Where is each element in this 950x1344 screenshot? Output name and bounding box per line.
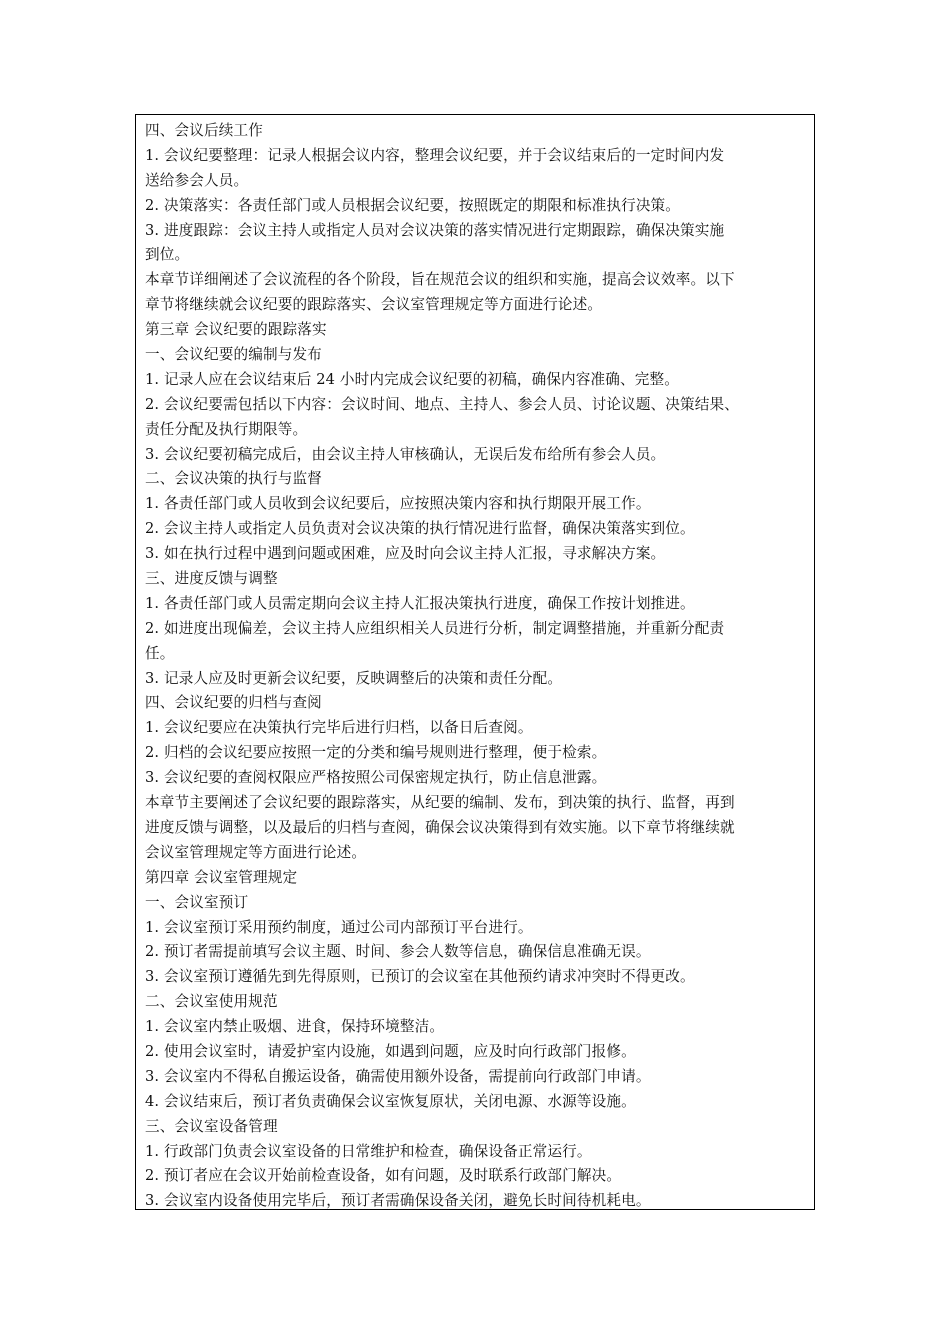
text-line: 会议室管理规定等方面进行论述。: [145, 843, 367, 861]
text-line: 1. 会议室预订采用预约制度，通过公司内部预订平台进行。: [145, 918, 533, 936]
section-heading: 二、会议室使用规范: [145, 993, 278, 1011]
text-line: 2. 预订者需提前填写会议主题、时间、参会人数等信息，确保信息准确无误。: [145, 943, 651, 961]
text-line: 3. 进度跟踪：会议主持人或指定人员对会议决策的落实情况进行定期跟踪，确保决策实施: [145, 221, 725, 239]
section-heading: 四、会议纪要的归档与查阅: [145, 694, 322, 712]
text-line: 1. 会议室内禁止吸烟、进食，保持环境整洁。: [145, 1018, 445, 1036]
text-line: 4. 会议结束后，预订者负责确保会议室恢复原状，关闭电源、水源等设施。: [145, 1092, 636, 1110]
chapter-heading: 第三章 会议纪要的跟踪落实: [145, 321, 327, 339]
text-line: 2. 使用会议室时，请爱护室内设施，如遇到问题，应及时向行政部门报修。: [145, 1042, 636, 1060]
section-heading: 二、会议决策的执行与监督: [145, 470, 322, 488]
text-line: 进度反馈与调整，以及最后的归档与查阅，确保会议决策得到有效实施。以下章节将继续就: [145, 818, 735, 836]
text-line: 2. 如进度出现偏差，会议主持人应组织相关人员进行分析，制定调整措施，并重新分配责: [145, 619, 725, 637]
text-line: 3. 会议室内不得私自搬运设备，确需使用额外设备，需提前向行政部门申请。: [145, 1067, 651, 1085]
text-line: 1. 行政部门负责会议室设备的日常维护和检查，确保设备正常运行。: [145, 1142, 592, 1160]
text-line: 2. 归档的会议纪要应按照一定的分类和编号规则进行整理，便于检索。: [145, 744, 607, 762]
text-line: 送给参会人员。: [145, 171, 249, 189]
section-heading: 一、会议纪要的编制与发布: [145, 346, 322, 364]
text-line: 责任分配及执行期限等。: [145, 420, 308, 438]
text-line: 2. 预订者应在会议开始前检查设备，如有问题，及时联系行政部门解决。: [145, 1167, 622, 1185]
document-frame: [135, 114, 815, 1210]
text-line: 3. 会议纪要的查阅权限应严格按照公司保密规定执行，防止信息泄露。: [145, 769, 607, 787]
text-line: 本章节详细阐述了会议流程的各个阶段，旨在规范会议的组织和实施，提高会议效率。以下: [145, 271, 735, 289]
section-heading: 三、会议室设备管理: [145, 1117, 278, 1135]
text-line: 1. 各责任部门或人员需定期向会议主持人汇报决策执行进度，确保工作按计划推进。: [145, 594, 695, 612]
text-line: 章节将继续就会议纪要的跟踪落实、会议室管理规定等方面进行论述。: [145, 296, 603, 314]
text-line: 1. 各责任部门或人员收到会议纪要后，应按照决策内容和执行期限开展工作。: [145, 495, 651, 513]
text-line: 1. 记录人应在会议结束后 24 小时内完成会议纪要的初稿，确保内容准确、完整。: [145, 370, 680, 388]
text-line: 1. 会议纪要整理：记录人根据会议内容，整理会议纪要，并于会议结束后的一定时间内发: [145, 146, 725, 164]
text-line: 四、会议后续工作: [145, 122, 263, 139]
text-line: 1. 会议纪要应在决策执行完毕后进行归档，以备日后查阅。: [145, 719, 533, 737]
text-line: 3. 会议室内设备使用完毕后，预订者需确保设备关闭，避免长时间待机耗电。: [145, 1192, 651, 1210]
section-heading: 三、进度反馈与调整: [145, 570, 278, 588]
chapter-heading: 第四章 会议室管理规定: [145, 868, 298, 886]
text-line: 2. 决策落实：各责任部门或人员根据会议纪要，按照既定的期限和标准执行决策。: [145, 196, 681, 214]
text-line: 本章节主要阐述了会议纪要的跟踪落实，从纪要的编制、发布，到决策的执行、监督，再到: [145, 794, 735, 812]
text-line: 到位。: [145, 246, 190, 264]
text-line: 3. 会议纪要初稿完成后，由会议主持人审核确认，无误后发布给所有参会人员。: [145, 445, 666, 463]
text-line: 2. 会议纪要需包括以下内容：会议时间、地点、主持人、参会人员、讨论议题、决策结果、: [145, 395, 740, 413]
text-line: 3. 如在执行过程中遇到问题或困难，应及时向会议主持人汇报，寻求解决方案。: [145, 545, 666, 563]
text-line: 3. 会议室预订遵循先到先得原则，已预订的会议室在其他预约请求冲突时不得更改。: [145, 968, 695, 986]
text-line: 2. 会议主持人或指定人员负责对会议决策的执行情况进行监督，确保决策落实到位。: [145, 520, 695, 538]
text-line: 3. 记录人应及时更新会议纪要，反映调整后的决策和责任分配。: [145, 669, 563, 687]
section-heading: 一、会议室预订: [145, 893, 249, 911]
text-line: 任。: [145, 644, 175, 662]
